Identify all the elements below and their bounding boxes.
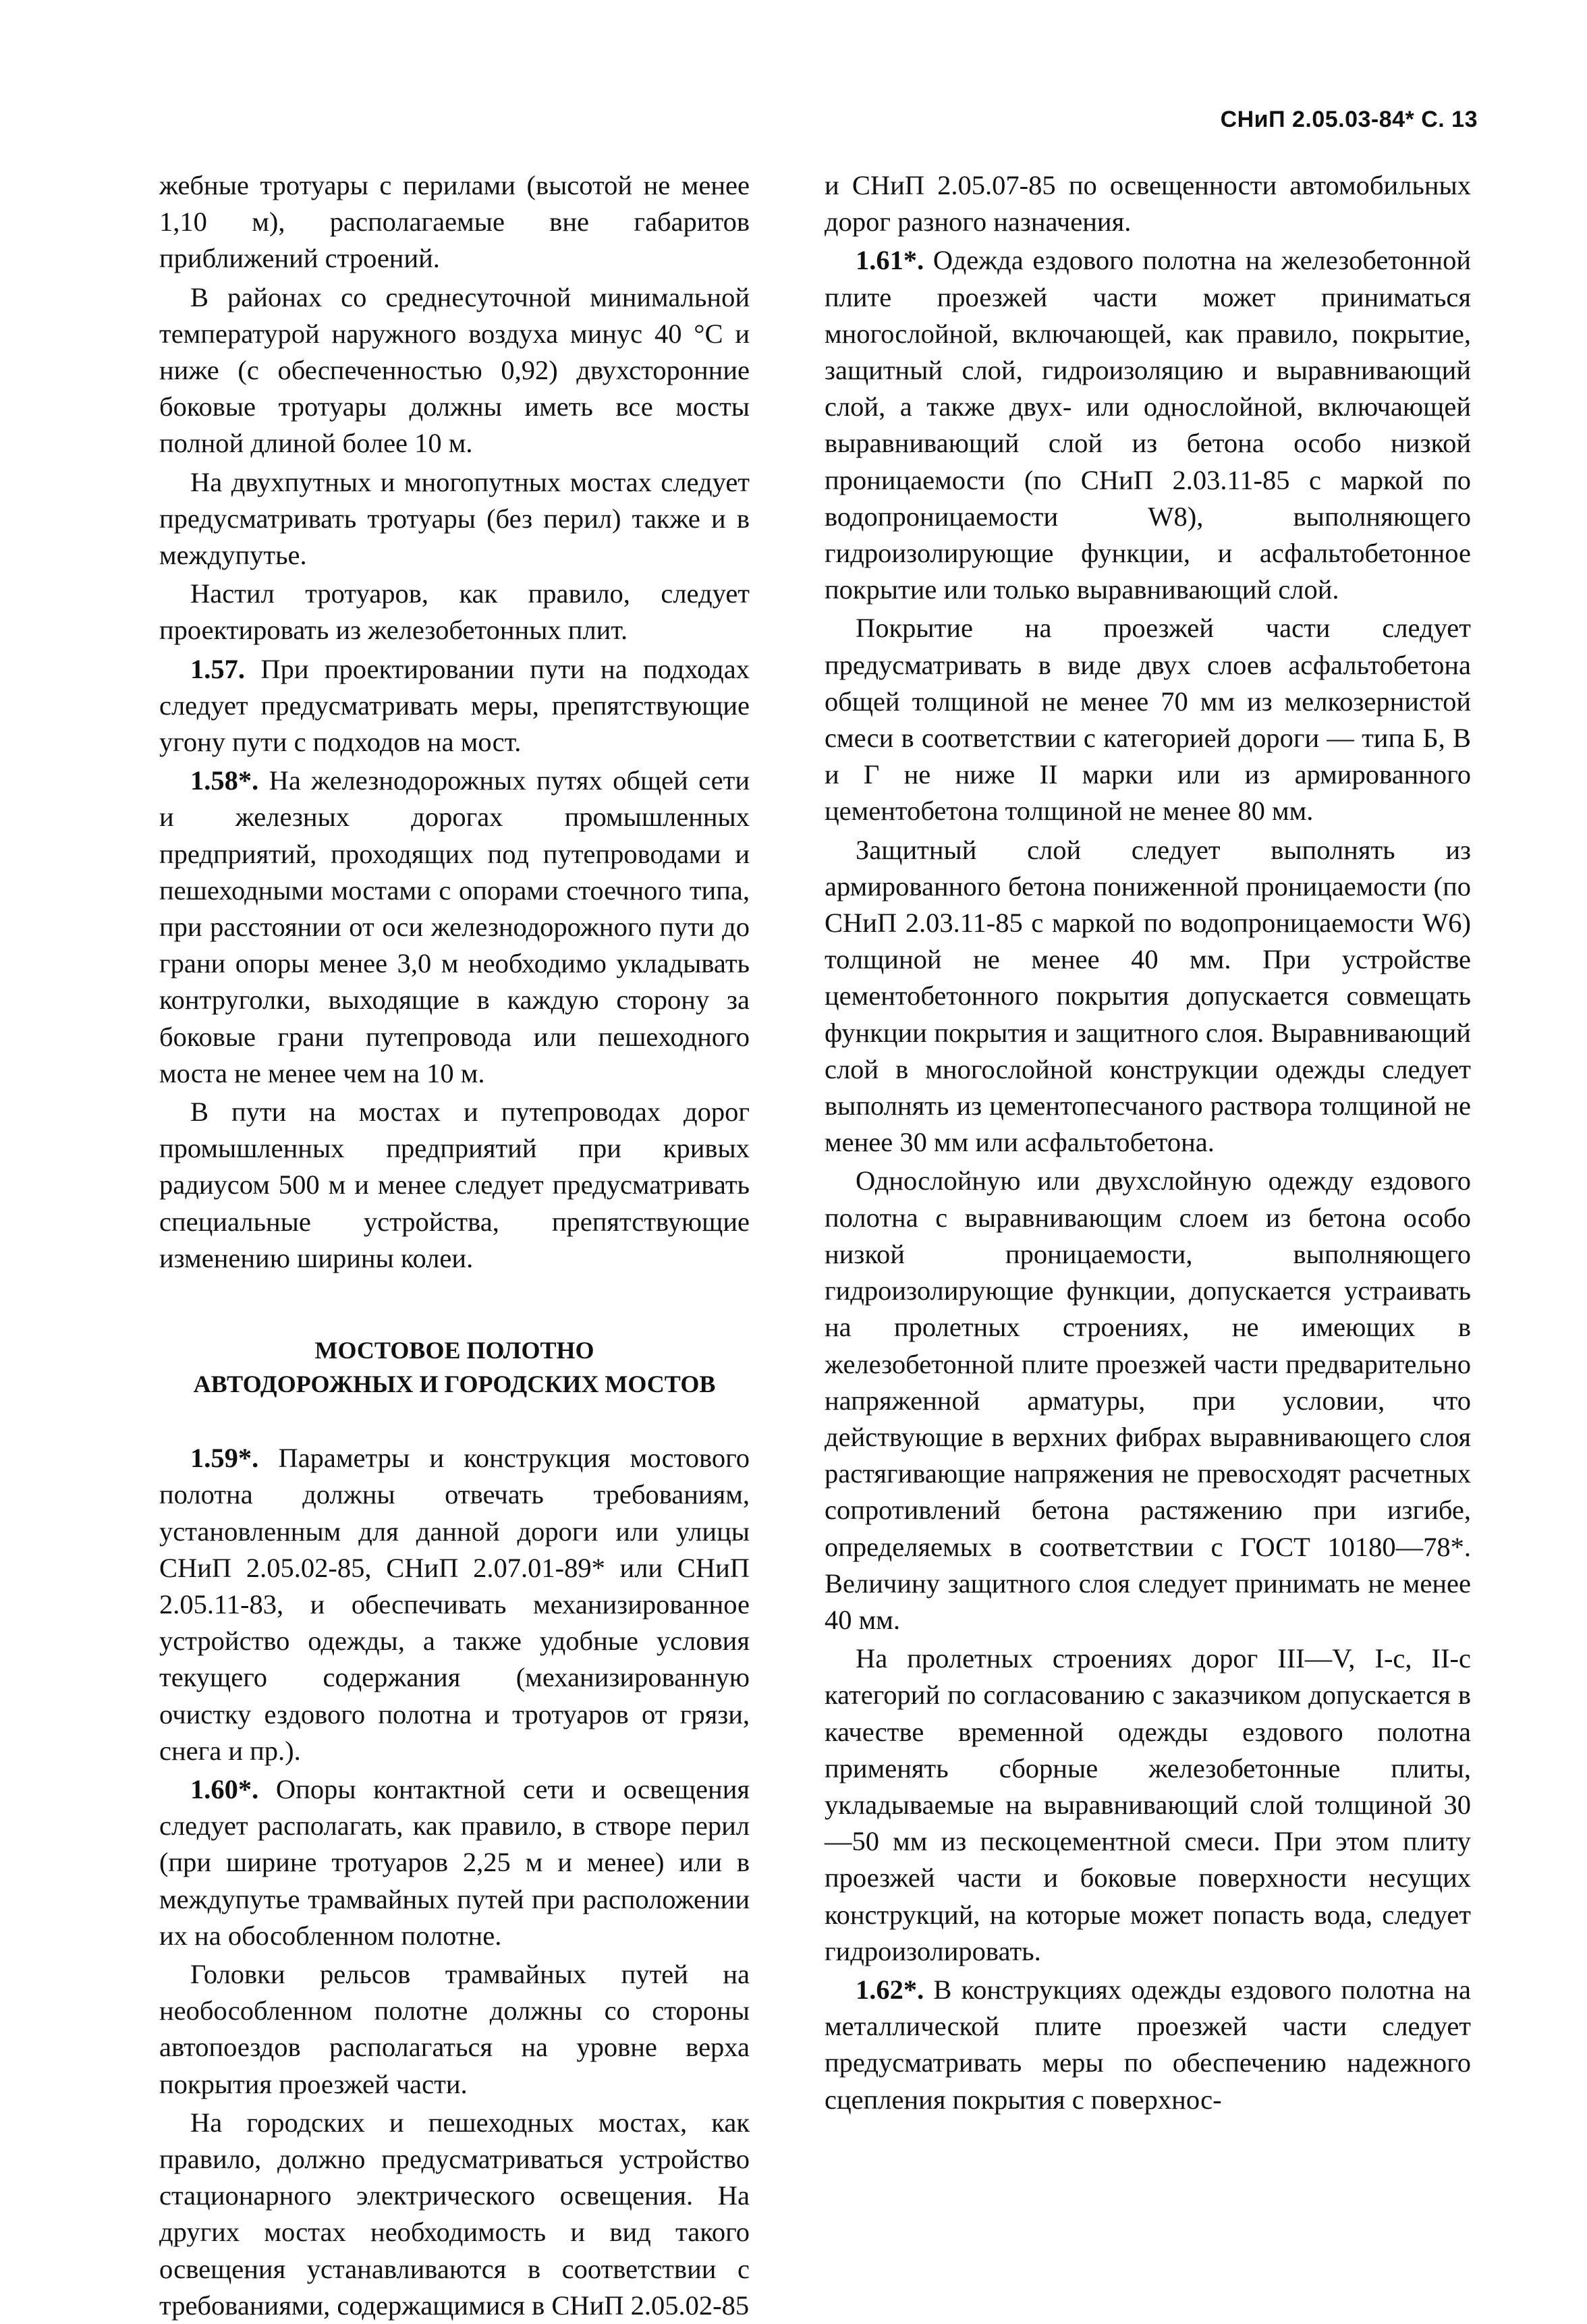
page-header: СНиП 2.05.03-84* С. 13 [1220, 107, 1478, 132]
paragraph: Покрытие на проезжей части следует предусматривать в виде двух слоев асфальтобетона общей толщиной не менее 70 мм из мелкозернистой смеси в соответствии с категорией дороги — типа Б, В и Г не ниже II марки или из армированного цементобетона толщиной не менее 80 мм. [825, 613, 1471, 827]
paragraph: Настил тротуаров, как правило, следует проектировать из железобетонных плит. [159, 578, 750, 646]
section-heading-line: АВТОДОРОЖНЫХ И ГОРОДСКИХ МОСТОВ [193, 1371, 716, 1398]
paragraph: В пути на мостах и путепроводах дорог промышленных предприятий при кривых радиусом 500 м и менее следует предусматривать специальные устройства, препятствующие изменению ширины колеи. [159, 1097, 750, 1273]
paragraph: жебные тротуары с перилами (высотой не менее 1,10 м), располагаемые вне габаритов приближений строений. [159, 170, 750, 274]
clause-1-62 [825, 1972, 1471, 2118]
paragraph: Головки рельсов трамвайных путей на необособленном полотне должны со стороны автопоездов располагаться на уровне верха покрытия проезжей части. [159, 1958, 750, 2099]
clause-number: 1.60*. [190, 1773, 259, 1804]
paragraph: На городских и пешеходных мостах, как правило, должно предусматриваться устройство стационарного электрического освещения. На других мостах необходимость и вид такого освещения устанавливаются в соответствии с требованиями, содержащимися в СНиП 2.05.02-85 [159, 2107, 750, 2321]
clause-1-61 [825, 242, 1471, 608]
clause-number: 1.58*. [190, 765, 259, 796]
right-column [825, 167, 1471, 2118]
clause-text: Параметры и конструкция мостового полотна должны отвечать требованиям, установленным для данной дороги или улицы СНиП 2.05.02-85, СНиП 2.07.01-89* или СНиП 2.05.11-83, и обеспечивать механизированное устройство одежды, а также удобные условия текущего содержания (механизированную очистку ездового полотна и тротуаров от грязи, снега и пр.). [159, 1443, 750, 1766]
clause-number: 1.57. [190, 653, 245, 684]
clause-text: Одежда ездового полотна на железобетонной плите проезжей части может приниматься многослойной, включающей, как правило, покрытие, защитный слой, гидроизоляцию и выравнивающий слой, а также двух- или однослойной, включающей выравнивающий слой из бетона особо низкой проницаемости (по СНиП 2.03.11-85 с маркой по водопроницаемости W8), выполняющего гидроизолирующие функции, и асфальтобетонное покрытие или только выравнивающий слой. [825, 245, 1471, 605]
paragraph: Однослойную или двухслойную одежду ездового полотна с выравнивающим слоем из бетона особо низкой проницаемости, выполняющего гидроизолирующие функции, допускается устраивать на пролетных строениях, не имеющих в железобетонной плите проезжей части предварительно напряженной арматуры, при условии, что действующие в верхних фибрах выравнивающего слоя растягивающие напряжения не превосходят расчетных сопротивлений бетона растяжению при изгибе, определяемых в соответствии с ГОСТ 10180—78*. Величину защитного слоя следует принимать не менее 40 мм. [825, 1165, 1471, 1635]
paragraph: На двухпутных и многопутных мостах следует предусматривать тротуары (без перил) также и в междупутье. [159, 466, 750, 571]
paragraph: и СНиП 2.05.07-85 по освещенности автомобильных дорог разного назначения. [825, 170, 1471, 238]
left-column [159, 167, 750, 2324]
paragraph: На пролетных строениях дорог III—V, I-с, II-с категорий по согласованию с заказчиком допускается в качестве временной одежды ездового полотна применять сборные железобетонные плиты, укладываемые на выравнивающий слой толщиной 30—50 мм из пескоцементной смеси. При этом плиту проезжей части и боковые поверхности несущих конструкций, на которые может попасть вода, следует гидроизолировать. [825, 1643, 1471, 1966]
clause-text: Опоры контактной сети и освещения следует располагать, как правило, в створе перил (при ширине тротуаров 2,25 м и менее) или в междупутье трамвайных путей при расположении их на обособленном полотне. [159, 1773, 750, 1951]
clause-1-59 [159, 1440, 750, 1769]
clause-number: 1.59*. [190, 1443, 259, 1474]
clause-1-58 [159, 763, 750, 1092]
clause-number: 1.61*. [856, 245, 924, 276]
clause-number: 1.62*. [856, 1974, 924, 2005]
clause-1-57 [159, 651, 750, 761]
clause-text: В конструкциях одежды ездового полотна на металлической плите проезжей части следует предусматривать меры по обеспечению надежного сцепления покрытия с поверхнос- [825, 1974, 1471, 2115]
clause-1-60 [159, 1771, 750, 1954]
clause-text: На железнодорожных путях общей сети и железных дорогах промышленных предприятий, проходящих под путепроводами и пешеходными мостами с опорами стоечного типа, при расстоянии от оси железнодорожного пути до грани опоры менее 3,0 м необходимо укладывать контруголки, выходящие в каждую сторону за боковые грани путепровода или пешеходного моста не менее чем на 10 м. [159, 765, 750, 1088]
clause-text: При проектировании пути на подходах следует предусматривать меры, препятствующие угону пути с подходов на мост. [159, 653, 750, 758]
paragraph: Защитный слой следует выполнять из армированного бетона пониженной проницаемости (по СНиП 2.03.11-85 с маркой по водопроницаемости W6) толщиной не менее 40 мм. При устройстве цементобетонного покрытия допускается совмещать функции покрытия и защитного слоя. Выравнивающий слой в многослойной конструкции одежды следует выполнять из цементопесчаного раствора толщиной не менее 30 мм или асфальтобетона. [825, 834, 1471, 1158]
paragraph: В районах со среднесуточной минимальной температурой наружного воздуха минус 40 °С и ниже (с обеспеченностью 0,92) двухсторонние боковые тротуары должны иметь все мосты полной длиной более 10 м. [159, 281, 750, 459]
section-heading [159, 1333, 750, 1401]
section-heading-line: МОСТОВОЕ ПОЛОТНО [314, 1337, 594, 1364]
